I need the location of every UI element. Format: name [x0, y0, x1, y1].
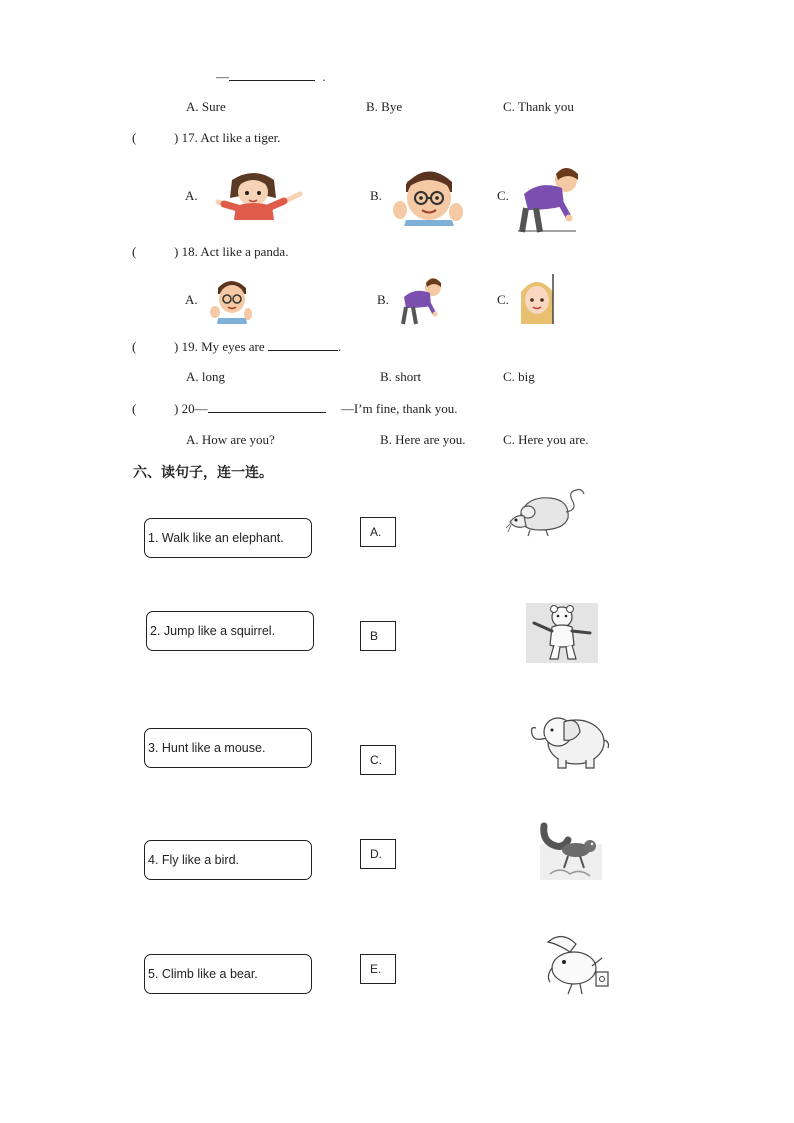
- q18-option-a-label[interactable]: A.: [185, 292, 198, 307]
- q20-option-a[interactable]: [186, 432, 275, 448]
- q18-answer-paren[interactable]: (: [132, 244, 137, 259]
- boy-glasses-image: [392, 164, 464, 226]
- q18-option-c-label[interactable]: C.: [497, 292, 509, 307]
- boy-bending-small-image: [400, 276, 442, 324]
- boy-bending-image: [518, 164, 580, 232]
- q19-text: 19. My eyes are: [181, 339, 265, 354]
- paren-close: ): [174, 339, 179, 354]
- q19-stem: [132, 338, 341, 355]
- q17-option-c-label[interactable]: C.: [497, 188, 509, 203]
- q16-option-b[interactable]: [366, 99, 402, 115]
- mouse-image: [506, 488, 588, 538]
- option-text: Here are you.: [395, 432, 466, 447]
- letter-box-c[interactable]: C.: [360, 745, 396, 775]
- option-text: How are you?: [201, 432, 275, 447]
- option-text: big: [518, 369, 535, 384]
- q17-option-a-label[interactable]: A.: [185, 188, 198, 203]
- letter-box-a[interactable]: A.: [360, 517, 396, 547]
- q19-option-a[interactable]: [186, 369, 225, 385]
- option-letter: C.: [503, 432, 515, 447]
- option-letter: C.: [503, 99, 515, 114]
- squirrel-image: [540, 822, 602, 880]
- q19-blank[interactable]: [268, 338, 338, 351]
- letter-box-e[interactable]: E.: [360, 954, 396, 984]
- paren-close: ): [174, 401, 179, 416]
- sentence-box-1[interactable]: 1. Walk like an elephant.: [144, 518, 312, 558]
- option-letter: B.: [380, 432, 392, 447]
- option-letter: B.: [380, 369, 392, 384]
- q17-answer-paren[interactable]: (: [132, 130, 137, 145]
- q16-dash: —: [216, 69, 229, 84]
- q16-option-c[interactable]: [503, 99, 574, 115]
- q16-answer-line: [216, 68, 326, 85]
- option-letter: A.: [186, 432, 199, 447]
- letter-box-b[interactable]: B: [360, 621, 396, 651]
- option-text: Bye: [381, 99, 403, 114]
- q18-option-b-label[interactable]: B.: [377, 292, 389, 307]
- q20-text: 20—: [181, 401, 208, 416]
- option-text: long: [201, 369, 226, 384]
- q20-reply: —I’m fine, thank you.: [340, 401, 458, 416]
- q20-answer-paren[interactable]: (: [132, 401, 137, 416]
- q16-dot: .: [322, 69, 326, 84]
- bird-image: [542, 932, 614, 998]
- girl-arms-out-image: [214, 168, 306, 220]
- option-letter: B.: [366, 99, 378, 114]
- q16-option-a[interactable]: [186, 99, 226, 115]
- option-letter: C.: [503, 369, 515, 384]
- sentence-box-5[interactable]: 5. Climb like a bear.: [144, 954, 312, 994]
- q18-stem: [132, 244, 288, 260]
- q16-blank[interactable]: [229, 68, 315, 81]
- option-text: Here you are.: [518, 432, 589, 447]
- q17-text: 17. Act like a tiger.: [181, 130, 281, 145]
- option-letter: A.: [186, 99, 199, 114]
- q19-option-c[interactable]: [503, 369, 535, 385]
- q20-blank[interactable]: [208, 400, 326, 413]
- boy-glasses-small-image: [210, 274, 252, 324]
- q19-end: .: [337, 339, 342, 354]
- elephant-image: [528, 712, 612, 772]
- section-heading: 六、读句子，连一连。: [133, 465, 273, 481]
- paren-close: ): [174, 130, 179, 145]
- q18-text: 18. Act like a panda.: [181, 244, 289, 259]
- blonde-girl-image: [519, 274, 555, 324]
- letter-box-d[interactable]: D.: [360, 839, 396, 869]
- option-text: Thank you: [517, 99, 574, 114]
- sentence-box-2[interactable]: 2. Jump like a squirrel.: [146, 611, 314, 651]
- option-text: short: [395, 369, 422, 384]
- option-text: Sure: [201, 99, 226, 114]
- sentence-box-4[interactable]: 4. Fly like a bird.: [144, 840, 312, 880]
- paren-close: ): [174, 244, 179, 259]
- sentence-box-3[interactable]: 3. Hunt like a mouse.: [144, 728, 312, 768]
- q17-option-b-label[interactable]: B.: [370, 188, 382, 203]
- q20-option-b[interactable]: [380, 432, 466, 448]
- option-letter: A.: [186, 369, 199, 384]
- q20-option-c[interactable]: [503, 432, 589, 448]
- q20-stem: [132, 400, 457, 417]
- q17-stem: [132, 130, 281, 146]
- bear-image: [526, 603, 598, 663]
- q19-option-b[interactable]: [380, 369, 421, 385]
- q19-answer-paren[interactable]: (: [132, 339, 137, 354]
